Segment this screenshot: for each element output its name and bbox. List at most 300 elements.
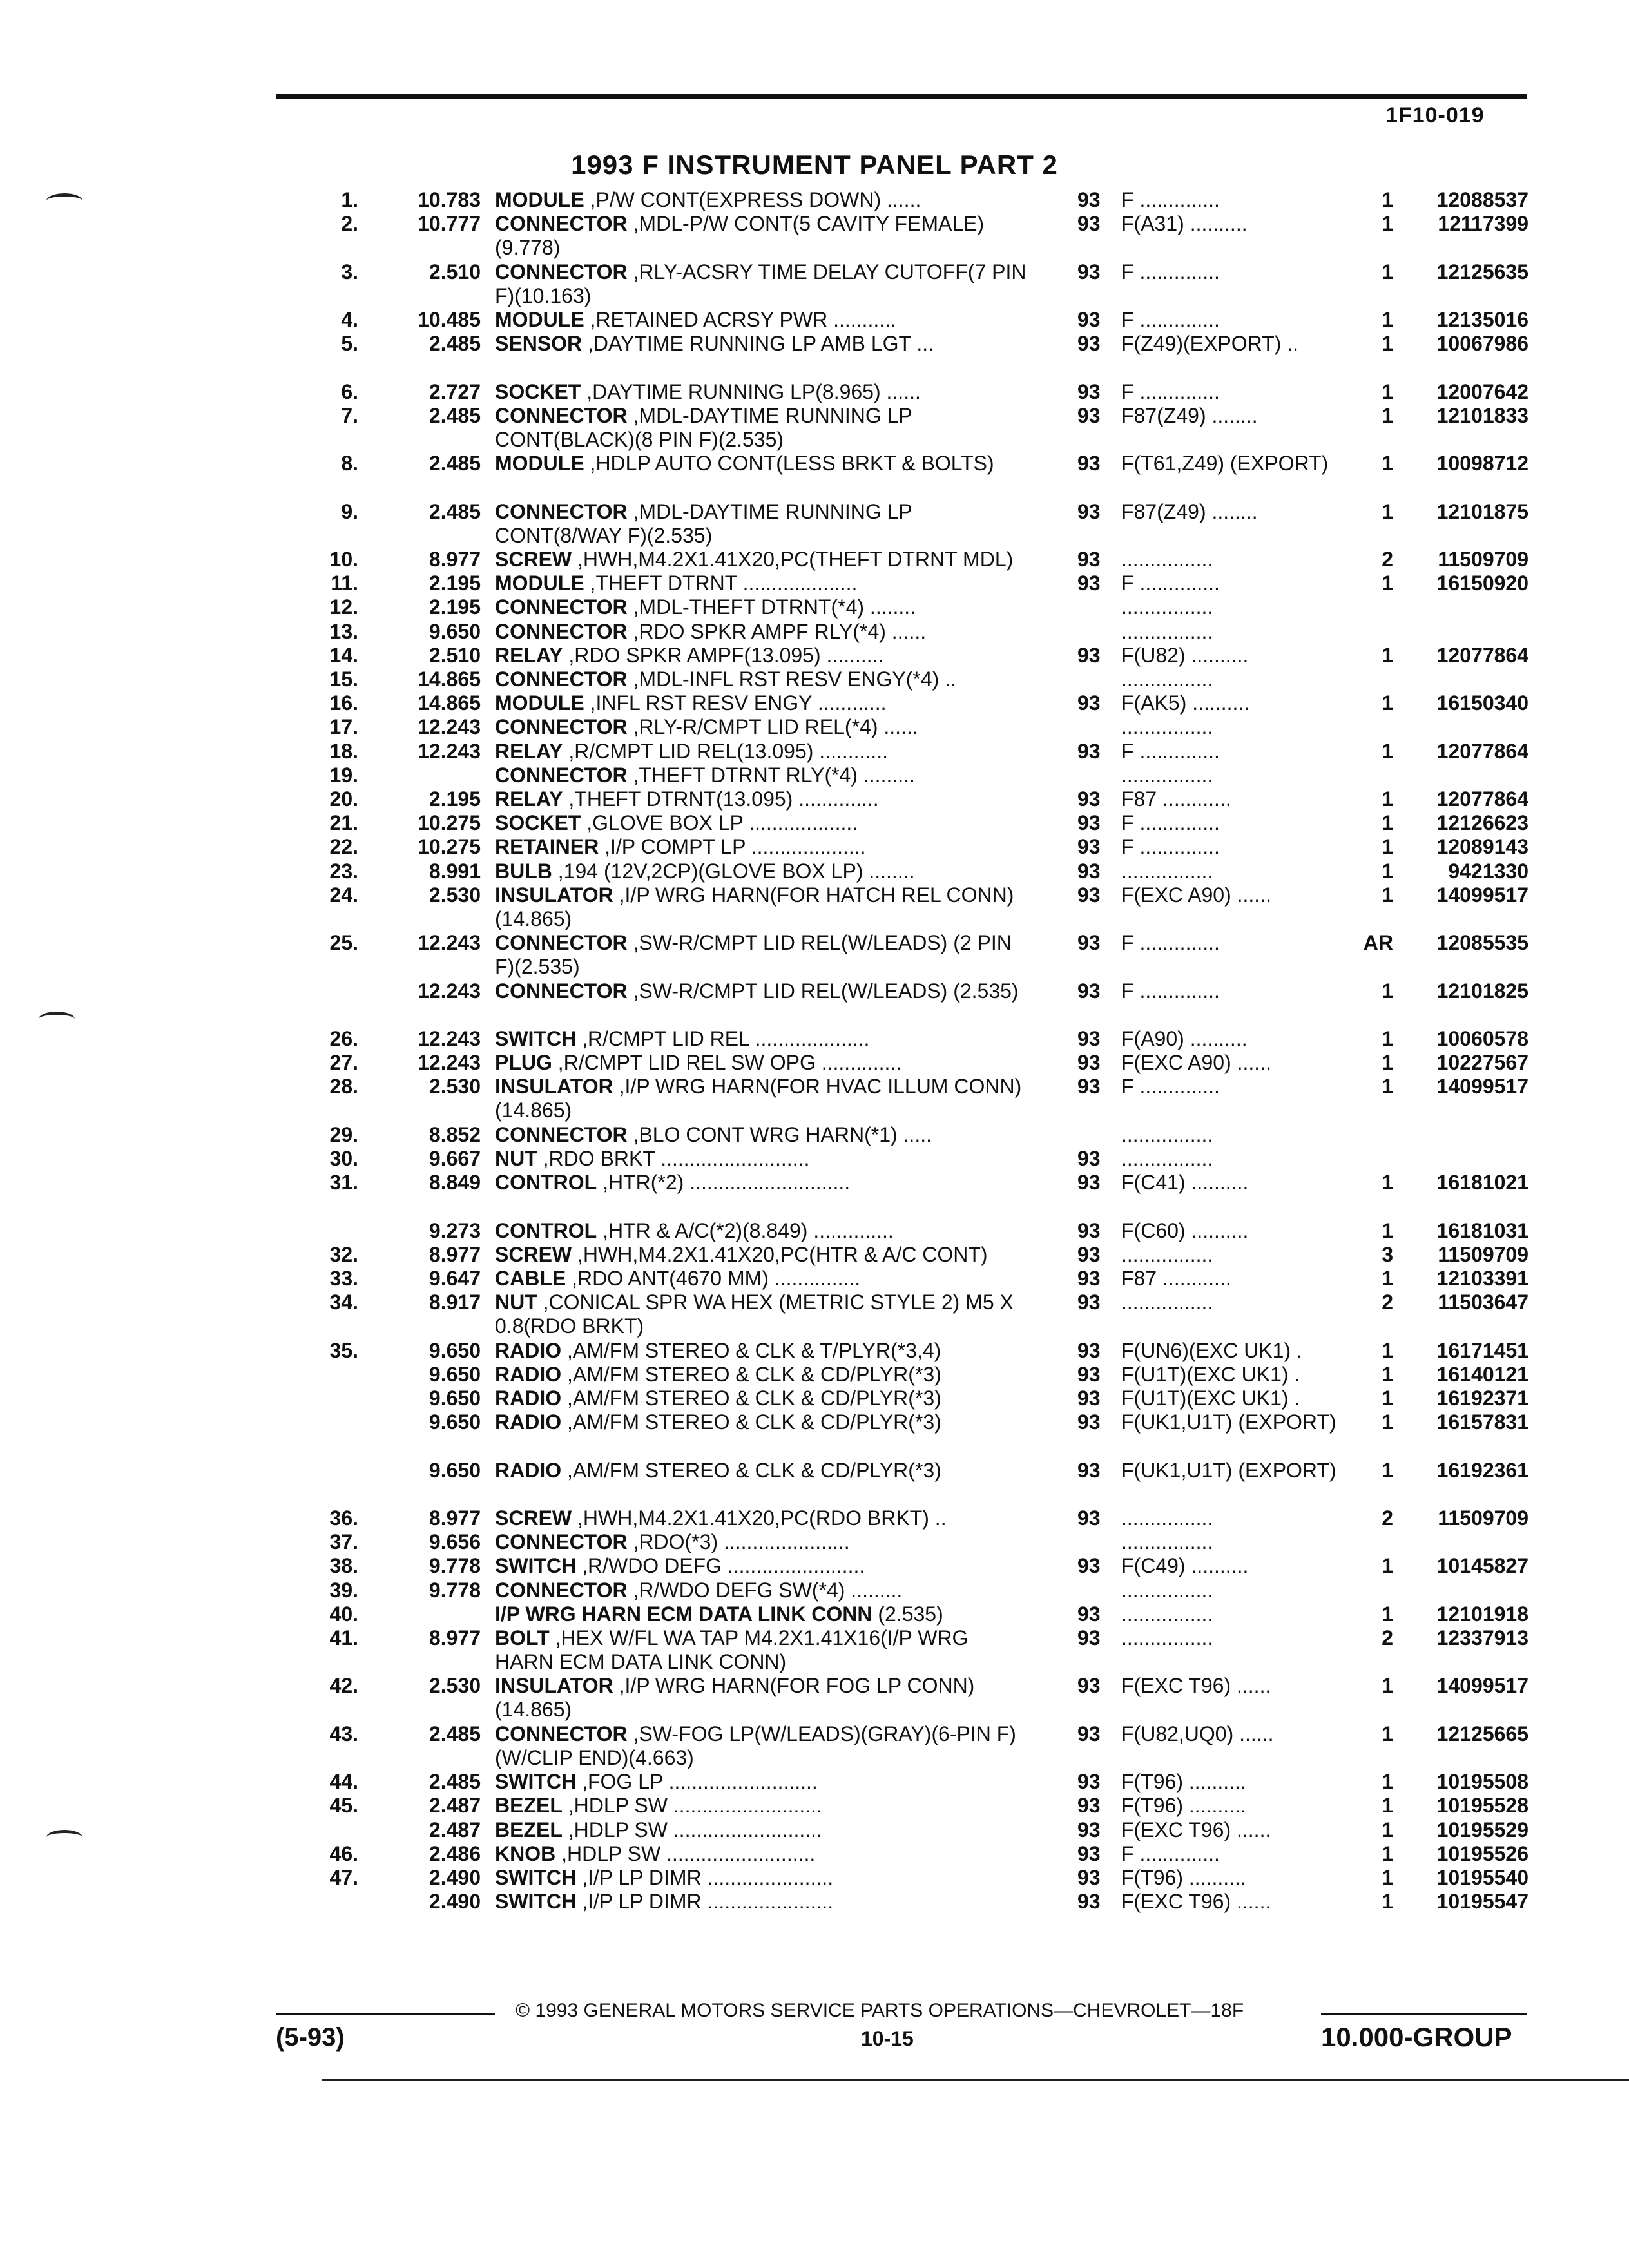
illustration-code: 9.650 [429,1387,481,1410]
part-detail: ,RLY-R/CMPT LID REL(*4) ...... [627,715,918,739]
model-usage: ................ [1121,763,1213,787]
part-number: 16140121 [1436,1362,1528,1386]
part-detail: ,I/P COMPT LP .................... [599,835,866,859]
part-description [495,715,1030,739]
part-description [495,1387,1030,1410]
part-description [495,1626,1030,1674]
quantity: 1 [1382,787,1393,811]
part-name: CONNECTOR [495,403,628,427]
quantity: 1 [1382,1218,1393,1242]
part-description [495,1866,1030,1890]
part-name: SWITCH [495,1027,577,1050]
illustration-code: 2.485 [429,452,481,476]
part-number: 10060578 [1436,1027,1528,1050]
model-year: 93 [1077,1674,1101,1698]
quantity: 1 [1382,1267,1393,1290]
model-year: 93 [1077,739,1101,763]
illustration-code: 12.243 [418,979,481,1003]
model-usage: F(EXC T96) ...... [1121,1890,1271,1914]
model-usage: F(EXC A90) ...... [1121,883,1271,907]
part-description [495,404,1030,452]
illustration-code: 10.485 [418,308,481,331]
model-year: 93 [1077,1794,1101,1818]
illustration-code: 10.275 [418,811,481,835]
part-name: SOCKET [495,811,581,835]
item-number: 6. [341,380,358,403]
item-number: 19. [329,763,358,787]
part-description [495,308,1030,332]
quantity: 1 [1382,1818,1393,1841]
part-number: 14099517 [1436,1674,1528,1698]
model-year: 93 [1077,380,1101,403]
model-usage: F(EXC A90) ...... [1121,1051,1271,1075]
part-description [495,1674,1030,1722]
quantity: 1 [1382,1722,1393,1745]
part-description [495,1770,1030,1794]
illustration-code: 12.243 [418,739,481,763]
item-number: 44. [329,1770,358,1794]
model-usage: F .............. [1121,979,1220,1003]
model-year: 93 [1077,1602,1101,1626]
part-description [495,1722,1030,1770]
item-number: 15. [329,668,358,691]
illustration-code: 10.275 [418,835,481,859]
part-name: CONNECTOR [495,1530,628,1554]
part-number: 10195526 [1436,1841,1528,1865]
part-number: 16192371 [1436,1387,1528,1410]
quantity: 1 [1382,739,1393,763]
item-number: 37. [329,1530,358,1554]
item-number: 33. [329,1267,358,1290]
footer-rule-right [1321,2013,1527,2015]
item-number: 5. [341,332,358,356]
model-usage: F(UK1,U1T) (EXPORT) [1121,1458,1336,1482]
item-number: 42. [329,1674,358,1698]
part-name: CONNECTOR [495,595,628,619]
illustration-code: 14.865 [418,668,481,691]
part-number: 16181031 [1436,1218,1528,1242]
part-description [495,212,1030,260]
model-year: 93 [1077,1410,1101,1434]
model-usage: ................ [1121,595,1213,619]
part-number: 10067986 [1436,332,1528,356]
part-detail: ,RDO(*3) ...................... [627,1530,850,1554]
model-usage: F .............. [1121,260,1220,284]
quantity: 1 [1382,1602,1393,1626]
quantity: 1 [1382,835,1393,859]
quantity: 1 [1382,859,1393,883]
part-number: 12085535 [1436,931,1528,955]
model-year: 93 [1077,260,1101,284]
page-id: 1F10-019 [1385,103,1485,128]
part-description [495,740,1030,764]
illustration-code: 2.195 [429,572,481,595]
part-number: 12101918 [1436,1602,1528,1626]
part-detail: ,FOG LP .......................... [576,1770,818,1794]
model-usage: F(U82) .......... [1121,643,1249,667]
model-usage: F .............. [1121,739,1220,763]
part-number: 12007642 [1436,380,1528,403]
model-year: 93 [1077,1267,1101,1290]
part-name: BOLT [495,1626,550,1649]
part-number: 12077864 [1436,739,1528,763]
item-number: 10. [329,548,358,571]
illustration-code: 10.783 [418,188,481,211]
part-detail: ,P/W CONT(EXPRESS DOWN) ...... [584,188,921,211]
part-detail: ,DAYTIME RUNNING LP(8.965) ...... [581,380,921,403]
model-year: 93 [1077,1242,1101,1266]
item-number: 30. [329,1147,358,1170]
part-detail: ,I/P WRG HARN(FOR FOG LP CONN)(14.865) [495,1674,975,1722]
part-number: 10195547 [1436,1890,1528,1914]
model-year: 93 [1077,691,1101,715]
part-name: RETAINER [495,835,599,859]
illustration-code: 9.650 [429,619,481,643]
illustration-code: 2.510 [429,643,481,667]
item-number: 34. [329,1291,358,1314]
model-year: 93 [1077,1291,1101,1314]
quantity: 2 [1382,1291,1393,1314]
quantity: 1 [1382,308,1393,331]
item-number: 25. [329,931,358,955]
illustration-code: 9.650 [429,1458,481,1482]
part-detail: ,MDL-DAYTIME RUNNING LP CONT(8/WAY F)(2.535) [495,499,912,547]
model-usage: F .............. [1121,188,1220,211]
quantity: 1 [1382,1075,1393,1099]
part-detail: ,MDL-P/W CONT(5 CAVITY FEMALE)(9.778) [495,212,985,260]
part-detail: ,THEFT DTRNT(13.095) .............. [563,787,879,811]
part-description [495,1291,1030,1338]
part-number: 14099517 [1436,883,1528,907]
part-detail: ,RDO BRKT .......................... [537,1147,810,1170]
model-usage: F(C60) .......... [1121,1218,1249,1242]
part-name: MODULE [495,188,584,211]
part-number: 10145827 [1436,1554,1528,1578]
part-number: 10098712 [1436,452,1528,476]
model-year: 93 [1077,499,1101,523]
item-number: 18. [329,739,358,763]
part-description [495,1171,1030,1195]
part-name: SWITCH [495,1890,577,1914]
item-number: 29. [329,1122,358,1146]
part-description [495,691,1030,715]
part-number: 10195508 [1436,1770,1528,1794]
item-number: 13. [329,619,358,643]
model-usage: ................ [1121,1147,1213,1170]
quantity: 1 [1382,1051,1393,1075]
model-usage: F(T96) .......... [1121,1770,1246,1794]
part-number: 10195529 [1436,1818,1528,1841]
part-description [495,931,1030,979]
illustration-code: 2.485 [429,1722,481,1745]
quantity: 1 [1382,1338,1393,1362]
item-number: 20. [329,787,358,811]
illustration-code: 8.991 [429,859,481,883]
quantity: 1 [1382,1770,1393,1794]
quantity: 1 [1382,1554,1393,1578]
part-description [495,548,1030,572]
part-detail: ,RDO ANT(4670 MM) ............... [566,1267,861,1290]
part-name: MODULE [495,452,584,476]
illustration-code: 2.727 [429,380,481,403]
quantity: 1 [1382,212,1393,236]
illustration-code: 2.530 [429,883,481,907]
model-year: 93 [1077,1818,1101,1841]
quantity: 1 [1382,811,1393,835]
part-detail: ,GLOVE BOX LP ................... [581,811,858,835]
punch-mark [46,193,82,208]
item-number: 11. [331,572,358,595]
part-description [495,1890,1030,1914]
model-year: 93 [1077,212,1101,236]
model-year: 93 [1077,1362,1101,1386]
part-detail: ,AM/FM STEREO & CLK & CD/PLYR(*3) [561,1458,941,1482]
part-detail: ,SW-R/CMPT LID REL(W/LEADS) (2 PIN F)(2.535) [495,931,1012,979]
illustration-code: 2.486 [429,1841,481,1865]
part-name: RADIO [495,1387,562,1410]
part-description [495,1147,1030,1171]
part-description [495,188,1030,212]
footer-rule-left [276,2013,495,2015]
part-name: SENSOR [495,332,583,356]
illustration-code: 8.852 [429,1122,481,1146]
model-usage: F(T96) .......... [1121,1866,1246,1889]
illustration-code: 2.485 [429,403,481,427]
illustration-code: 9.778 [429,1578,481,1602]
part-name: KNOB [495,1841,556,1865]
model-year: 93 [1077,811,1101,835]
part-description [495,1339,1030,1363]
part-name: PLUG [495,1051,552,1075]
model-year: 93 [1077,1722,1101,1745]
illustration-code: 9.667 [429,1147,481,1170]
part-number: 10227567 [1436,1051,1528,1075]
item-number: 47. [329,1866,358,1889]
part-name: RADIO [495,1458,562,1482]
model-usage: F(T96) .......... [1121,1794,1246,1818]
part-name: BULB [495,859,552,883]
part-detail: ,HWH,M4.2X1.41X20,PC(HTR & A/C CONT) [572,1242,988,1266]
part-detail: ,HEX W/FL WA TAP M4.2X1.41X16(I/P WRG HARN ECM DATA LINK CONN) [495,1626,969,1673]
part-description [495,1530,1030,1554]
item-number: 38. [329,1554,358,1578]
illustration-code: 8.977 [429,1626,481,1649]
quantity: 1 [1382,572,1393,595]
illustration-code: 2.510 [429,260,481,284]
part-name: CONTROL [495,1218,597,1242]
part-name: CONNECTOR [495,1722,628,1745]
part-number: 14099517 [1436,1075,1528,1099]
part-number: 12117399 [1438,212,1528,236]
part-name: BEZEL [495,1818,563,1841]
part-number: 11509709 [1438,548,1528,571]
illustration-code: 12.243 [418,1027,481,1050]
part-name: CONNECTOR [495,619,628,643]
part-name: CONNECTOR [495,979,628,1003]
model-usage: F .............. [1121,572,1220,595]
part-detail: ,R/WDO DEFG ........................ [576,1554,865,1578]
part-name: CONNECTOR [495,260,628,284]
model-usage: F .............. [1121,1075,1220,1099]
part-name: CONNECTOR [495,499,628,523]
model-usage: ................ [1121,1122,1213,1146]
part-detail: ,SW-R/CMPT LID REL(W/LEADS) (2.535) [627,979,1019,1003]
part-description [495,668,1030,691]
model-usage: ................ [1121,668,1213,691]
quantity: 1 [1382,979,1393,1003]
part-description [495,1027,1030,1051]
illustration-code: 12.243 [418,1051,481,1075]
part-description [495,1410,1030,1434]
illustration-code: 2.530 [429,1674,481,1698]
part-description [495,1842,1030,1866]
model-year: 93 [1077,1626,1101,1649]
revision-date: (5-93) [276,2023,345,2052]
model-year: 93 [1077,1075,1101,1099]
quantity: 1 [1382,1171,1393,1195]
item-number: 27. [329,1051,358,1075]
part-name: INSULATOR [495,883,613,907]
part-detail: ,HWH,M4.2X1.41X20,PC(RDO BRKT) .. [572,1506,947,1530]
model-year: 93 [1077,1147,1101,1170]
model-usage: ................ [1121,1506,1213,1530]
part-detail: ,RETAINED ACRSY PWR ........... [584,308,896,331]
quantity: 1 [1382,260,1393,284]
part-number: 12126623 [1436,811,1528,835]
part-description [495,595,1030,619]
part-name: CONNECTOR [495,763,628,787]
part-number: 16171451 [1436,1338,1528,1362]
model-year: 93 [1077,859,1101,883]
part-name: SCREW [495,1242,572,1266]
part-detail: ,HTR(*2) ............................ [597,1171,851,1195]
item-number: 4. [341,308,358,331]
part-detail: ,R/CMPT LID REL(13.095) ............ [563,739,888,763]
part-number: 16181021 [1436,1171,1528,1195]
part-name: RADIO [495,1362,562,1386]
part-number: 12077864 [1436,787,1528,811]
part-detail: ,RDO SPKR AMPF(13.095) .......... [563,643,884,667]
part-name: SWITCH [495,1770,577,1794]
part-number: 11503647 [1438,1291,1528,1314]
punch-mark [46,1830,82,1845]
part-detail: ,HDLP SW .......................... [562,1818,822,1841]
part-number: 12088537 [1436,188,1528,211]
item-number: 16. [329,691,358,715]
part-name: CONNECTOR [495,212,628,236]
model-usage: F(EXC T96) ...... [1121,1818,1271,1841]
model-usage: ................ [1121,548,1213,571]
quantity: 1 [1382,1387,1393,1410]
model-usage: F(UN6)(EXC UK1) . [1121,1338,1302,1362]
part-number: 9421330 [1448,859,1528,883]
part-number: 12101875 [1436,499,1528,523]
part-description [495,1506,1030,1530]
quantity: 1 [1382,1362,1393,1386]
part-name: NUT [495,1291,537,1314]
part-number: 12077864 [1436,643,1528,667]
part-number: 10195528 [1436,1794,1528,1818]
model-year: 93 [1077,1051,1101,1075]
part-description [495,1818,1030,1842]
part-detail: ,AM/FM STEREO & CLK & CD/PLYR(*3) [561,1410,941,1434]
model-usage: F87 ............ [1121,787,1231,811]
item-number: 9. [341,499,358,523]
part-detail: ,I/P LP DIMR ...................... [576,1890,834,1914]
part-name: SOCKET [495,380,581,403]
part-detail: ,RLY-ACSRY TIME DELAY CUTOFF(7 PIN F)(10.163) [495,260,1027,307]
part-description [495,644,1030,668]
model-year: 93 [1077,332,1101,356]
quantity: 1 [1382,1866,1393,1889]
bottom-rule [322,2079,1629,2081]
part-description [495,1794,1030,1818]
illustration-code: 2.487 [429,1794,481,1818]
part-detail: ,SW-FOG LP(W/LEADS)(GRAY)(6-PIN F)(W/CLIP END)(4.663) [495,1722,1016,1769]
quantity: 1 [1382,1027,1393,1050]
item-number: 2. [341,212,358,236]
part-number: 12125665 [1436,1722,1528,1745]
part-description [495,1051,1030,1075]
model-usage: F .............. [1121,931,1220,955]
part-description [495,1363,1030,1387]
quantity: 2 [1382,1506,1393,1530]
part-detail: ,R/CMPT LID REL .................... [576,1027,870,1050]
part-number: 12103391 [1436,1267,1528,1290]
quantity: 2 [1382,548,1393,571]
part-name: INSULATOR [495,1075,613,1099]
part-detail: (2.535) [872,1602,943,1626]
part-name: I/P WRG HARN ECM DATA LINK CONN [495,1602,872,1626]
part-name: RELAY [495,739,563,763]
part-number: 16192361 [1436,1458,1528,1482]
part-name: MODULE [495,691,584,715]
item-number: 23. [329,859,358,883]
quantity: AR [1363,931,1393,955]
illustration-code: 2.485 [429,1770,481,1794]
model-year: 93 [1077,403,1101,427]
item-number: 26. [329,1027,358,1050]
part-detail: ,R/CMPT LID REL SW OPG .............. [552,1051,902,1075]
item-number: 17. [329,715,358,739]
model-usage: F .............. [1121,811,1220,835]
model-year: 93 [1077,1554,1101,1578]
quantity: 1 [1382,1794,1393,1818]
part-description [495,860,1030,883]
model-year: 93 [1077,1387,1101,1410]
model-usage: ................ [1121,715,1213,739]
illustration-code: 2.530 [429,1075,481,1099]
part-detail: ,194 (12V,2CP)(GLOVE BOX LP) ........ [552,859,915,883]
part-name: CONNECTOR [495,668,628,691]
illustration-code: 8.977 [429,1242,481,1266]
model-usage: F .............. [1121,308,1220,331]
part-detail: ,MDL-DAYTIME RUNNING LP CONT(BLACK)(8 PIN F)(2.535) [495,403,912,451]
part-detail: ,MDL-INFL RST RESV ENGY(*4) .. [627,668,956,691]
illustration-code: 8.849 [429,1171,481,1195]
part-number: 11509709 [1438,1506,1528,1530]
part-description [495,1075,1030,1122]
group-label: 10.000-GROUP [1321,2022,1512,2052]
item-number: 43. [329,1722,358,1745]
part-number: 12101825 [1436,979,1528,1003]
quantity: 2 [1382,1626,1393,1649]
part-detail: ,HTR & A/C(*2)(8.849) .............. [597,1218,894,1242]
part-name: BEZEL [495,1794,563,1818]
quantity: 1 [1382,883,1393,907]
part-name: CONNECTOR [495,1122,628,1146]
quantity: 1 [1382,499,1393,523]
